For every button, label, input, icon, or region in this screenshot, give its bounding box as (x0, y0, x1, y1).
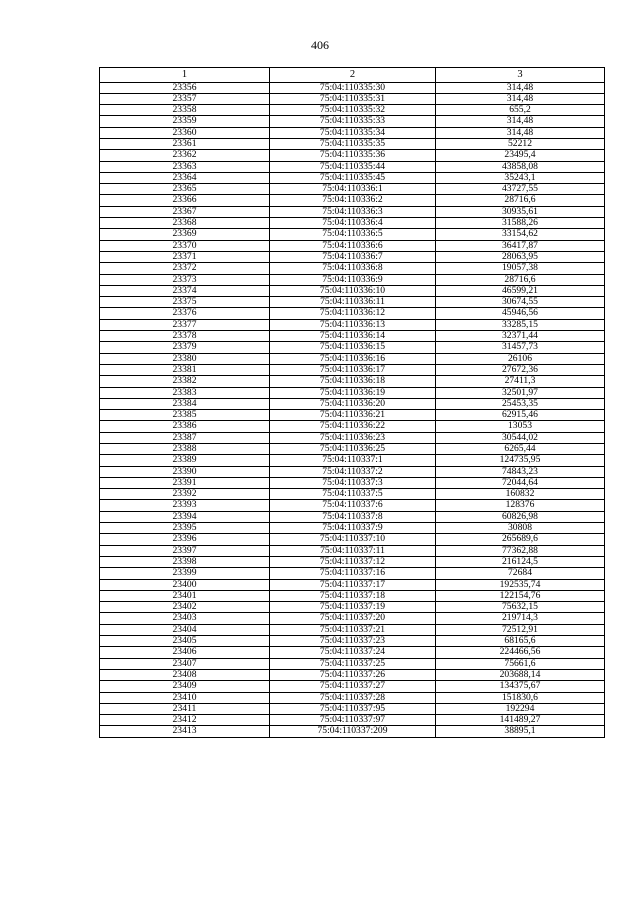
value-cell: 265689,6 (436, 534, 605, 545)
table-row (100, 500, 605, 511)
value-cell: 60826,98 (436, 511, 605, 522)
table-row (100, 251, 605, 262)
row-number-cell: 23379 (100, 342, 270, 353)
row-number-cell: 23384 (100, 398, 270, 409)
value-cell: 224466,56 (436, 647, 605, 658)
value-cell: 23495,4 (436, 150, 605, 161)
cadastral-number-cell: 75:04:110336:6 (270, 240, 436, 251)
row-number-cell: 23409 (100, 681, 270, 692)
cadastral-number-cell: 75:04:110336:9 (270, 274, 436, 285)
cadastral-number-cell: 75:04:110336:3 (270, 206, 436, 217)
cadastral-number-cell: 75:04:110337:8 (270, 511, 436, 522)
value-cell: 28063,95 (436, 251, 605, 262)
row-number-cell: 23412 (100, 715, 270, 726)
value-cell: 128376 (436, 500, 605, 511)
cadastral-number-cell: 75:04:110336:13 (270, 319, 436, 330)
value-cell: 33154,62 (436, 229, 605, 240)
page-number: 406 (311, 38, 329, 52)
row-number-cell: 23398 (100, 556, 270, 567)
cadastral-number-cell: 75:04:110336:12 (270, 308, 436, 319)
table-row (100, 489, 605, 500)
table-row (100, 398, 605, 409)
value-cell: 31588,26 (436, 218, 605, 229)
row-number-cell: 23408 (100, 669, 270, 680)
cadastral-number-cell: 75:04:110335:31 (270, 93, 436, 104)
row-number-cell: 23400 (100, 579, 270, 590)
table-row (100, 138, 605, 149)
row-number-cell: 23357 (100, 93, 270, 104)
row-number-cell: 23406 (100, 647, 270, 658)
table-row (100, 240, 605, 251)
cadastral-number-cell: 75:04:110336:2 (270, 195, 436, 206)
cadastral-number-cell: 75:04:110337:6 (270, 500, 436, 511)
value-cell: 27411,3 (436, 376, 605, 387)
value-cell: 216124,5 (436, 556, 605, 567)
table-row (100, 421, 605, 432)
cadastral-number-cell: 75:04:110337:18 (270, 590, 436, 601)
cadastral-number-cell: 75:04:110337:24 (270, 647, 436, 658)
row-number-cell: 23362 (100, 150, 270, 161)
value-cell: 314,48 (436, 82, 605, 93)
row-number-cell: 23385 (100, 410, 270, 421)
table-row (100, 715, 605, 726)
value-cell: 38895,1 (436, 726, 605, 737)
cadastral-number-cell: 75:04:110337:2 (270, 466, 436, 477)
table-row (100, 455, 605, 466)
table-row (100, 376, 605, 387)
value-cell: 203688,14 (436, 669, 605, 680)
cadastral-number-cell: 75:04:110337:95 (270, 703, 436, 714)
value-cell: 13053 (436, 421, 605, 432)
cadastral-number-cell: 75:04:110337:9 (270, 523, 436, 534)
cadastral-number-cell: 75:04:110337:209 (270, 726, 436, 737)
row-number-cell: 23389 (100, 455, 270, 466)
row-number-cell: 23369 (100, 229, 270, 240)
table-row (100, 477, 605, 488)
row-number-cell: 23363 (100, 161, 270, 172)
cadastral-number-cell: 75:04:110337:25 (270, 658, 436, 669)
row-number-cell: 23372 (100, 263, 270, 274)
row-number-cell: 23378 (100, 331, 270, 342)
table-row (100, 229, 605, 240)
cadastral-number-cell: 75:04:110336:20 (270, 398, 436, 409)
table-row (100, 636, 605, 647)
row-number-cell: 23394 (100, 511, 270, 522)
table-row (100, 364, 605, 375)
row-number-cell: 23368 (100, 218, 270, 229)
row-number-cell: 23413 (100, 726, 270, 737)
value-cell: 314,48 (436, 93, 605, 104)
row-number-cell: 23359 (100, 116, 270, 127)
table-row (100, 692, 605, 703)
value-cell: 30674,55 (436, 297, 605, 308)
value-cell: 68165,6 (436, 636, 605, 647)
value-cell: 72684 (436, 568, 605, 579)
table-row (100, 331, 605, 342)
row-number-cell: 23388 (100, 444, 270, 455)
value-cell: 26106 (436, 353, 605, 364)
row-number-cell: 23390 (100, 466, 270, 477)
value-cell: 141489,27 (436, 715, 605, 726)
cadastral-number-cell: 75:04:110336:14 (270, 331, 436, 342)
cadastral-number-cell: 75:04:110336:18 (270, 376, 436, 387)
value-cell: 28716,6 (436, 274, 605, 285)
table-row (100, 545, 605, 556)
column-header-1: 1 (100, 68, 270, 83)
row-number-cell: 23387 (100, 432, 270, 443)
column-header-2: 2 (270, 68, 436, 83)
value-cell: 25453,35 (436, 398, 605, 409)
row-number-cell: 23410 (100, 692, 270, 703)
table-row (100, 669, 605, 680)
table-row (100, 681, 605, 692)
value-cell: 28716,6 (436, 195, 605, 206)
cadastral-number-cell: 75:04:110335:30 (270, 82, 436, 93)
cadastral-number-cell: 75:04:110336:4 (270, 218, 436, 229)
value-cell: 32371,44 (436, 331, 605, 342)
row-number-cell: 23373 (100, 274, 270, 285)
row-number-cell: 23397 (100, 545, 270, 556)
table-row (100, 568, 605, 579)
cadastral-number-cell: 75:04:110337:10 (270, 534, 436, 545)
cadastral-number-cell: 75:04:110336:25 (270, 444, 436, 455)
value-cell: 27672,36 (436, 364, 605, 375)
row-number-cell: 23403 (100, 613, 270, 624)
row-number-cell: 23361 (100, 138, 270, 149)
table-row (100, 387, 605, 398)
table-row (100, 285, 605, 296)
table-row (100, 127, 605, 138)
cadastral-number-cell: 75:04:110336:5 (270, 229, 436, 240)
table-row (100, 263, 605, 274)
cadastral-number-cell: 75:04:110336:23 (270, 432, 436, 443)
row-number-cell: 23382 (100, 376, 270, 387)
cadastral-number-cell: 75:04:110336:7 (270, 251, 436, 262)
table-row (100, 218, 605, 229)
column-header-3: 3 (436, 68, 605, 83)
value-cell: 122154,76 (436, 590, 605, 601)
value-cell: 72044,64 (436, 477, 605, 488)
cadastral-number-cell: 75:04:110337:1 (270, 455, 436, 466)
value-cell: 19057,38 (436, 263, 605, 274)
value-cell: 314,48 (436, 116, 605, 127)
cadastral-number-cell: 75:04:110335:45 (270, 172, 436, 183)
row-number-cell: 23358 (100, 105, 270, 116)
cadastral-number-cell: 75:04:110337:5 (270, 489, 436, 500)
row-number-cell: 23370 (100, 240, 270, 251)
cadastral-number-cell: 75:04:110335:32 (270, 105, 436, 116)
cadastral-number-cell: 75:04:110335:34 (270, 127, 436, 138)
cadastral-number-cell: 75:04:110335:44 (270, 161, 436, 172)
cadastral-number-cell: 75:04:110336:10 (270, 285, 436, 296)
value-cell: 35243,1 (436, 172, 605, 183)
cadastral-number-cell: 75:04:110337:97 (270, 715, 436, 726)
cadastral-number-cell: 75:04:110335:36 (270, 150, 436, 161)
cadastral-number-cell: 75:04:110337:19 (270, 602, 436, 613)
value-cell: 192535,74 (436, 579, 605, 590)
row-number-cell: 23371 (100, 251, 270, 262)
value-cell: 160832 (436, 489, 605, 500)
table-row (100, 161, 605, 172)
row-number-cell: 23405 (100, 636, 270, 647)
value-cell: 72512,91 (436, 624, 605, 635)
cadastral-number-cell: 75:04:110336:1 (270, 184, 436, 195)
row-number-cell: 23404 (100, 624, 270, 635)
value-cell: 77362,88 (436, 545, 605, 556)
row-number-cell: 23386 (100, 421, 270, 432)
row-number-cell: 23364 (100, 172, 270, 183)
row-number-cell: 23377 (100, 319, 270, 330)
table-row (100, 703, 605, 714)
table-row (100, 556, 605, 567)
table-row (100, 105, 605, 116)
table-row (100, 274, 605, 285)
table-row (100, 444, 605, 455)
row-number-cell: 23356 (100, 82, 270, 93)
cadastral-number-cell: 75:04:110337:27 (270, 681, 436, 692)
cadastral-number-cell: 75:04:110337:23 (270, 636, 436, 647)
value-cell: 52212 (436, 138, 605, 149)
table-row (100, 172, 605, 183)
row-number-cell: 23395 (100, 523, 270, 534)
value-cell: 30808 (436, 523, 605, 534)
row-number-cell: 23365 (100, 184, 270, 195)
value-cell: 655,2 (436, 105, 605, 116)
value-cell: 75632,15 (436, 602, 605, 613)
table-row (100, 116, 605, 127)
row-number-cell: 23381 (100, 364, 270, 375)
value-cell: 30544,02 (436, 432, 605, 443)
table-row (100, 602, 605, 613)
table-row (100, 726, 605, 737)
table-row (100, 432, 605, 443)
cadastral-number-cell: 75:04:110337:17 (270, 579, 436, 590)
cadastral-number-cell: 75:04:110337:12 (270, 556, 436, 567)
table-row (100, 195, 605, 206)
row-number-cell: 23407 (100, 658, 270, 669)
value-cell: 30935,61 (436, 206, 605, 217)
value-cell: 43858,08 (436, 161, 605, 172)
table-row (100, 613, 605, 624)
cadastral-number-cell: 75:04:110336:21 (270, 410, 436, 421)
value-cell: 74843,23 (436, 466, 605, 477)
cadastral-number-cell: 75:04:110336:17 (270, 364, 436, 375)
row-number-cell: 23392 (100, 489, 270, 500)
cadastral-number-cell: 75:04:110336:8 (270, 263, 436, 274)
table-row (100, 82, 605, 93)
table-row (100, 308, 605, 319)
row-number-cell: 23393 (100, 500, 270, 511)
value-cell: 46599,21 (436, 285, 605, 296)
cadastral-number-cell: 75:04:110337:26 (270, 669, 436, 680)
value-cell: 314,48 (436, 127, 605, 138)
row-number-cell: 23360 (100, 127, 270, 138)
table-row (100, 523, 605, 534)
table-row (100, 466, 605, 477)
cadastral-number-cell: 75:04:110337:11 (270, 545, 436, 556)
row-number-cell: 23376 (100, 308, 270, 319)
cadastral-number-cell: 75:04:110337:21 (270, 624, 436, 635)
row-number-cell: 23367 (100, 206, 270, 217)
row-number-cell: 23399 (100, 568, 270, 579)
cadastral-number-cell: 75:04:110335:35 (270, 138, 436, 149)
value-cell: 62915,46 (436, 410, 605, 421)
table-row (100, 590, 605, 601)
value-cell: 192294 (436, 703, 605, 714)
table-row (100, 658, 605, 669)
value-cell: 33285,15 (436, 319, 605, 330)
row-number-cell: 23383 (100, 387, 270, 398)
row-number-cell: 23374 (100, 285, 270, 296)
value-cell: 31457,73 (436, 342, 605, 353)
cadastral-number-cell: 75:04:110335:33 (270, 116, 436, 127)
row-number-cell: 23402 (100, 602, 270, 613)
value-cell: 134375,67 (436, 681, 605, 692)
table-row (100, 410, 605, 421)
cadastral-number-cell: 75:04:110337:20 (270, 613, 436, 624)
value-cell: 151830,6 (436, 692, 605, 703)
cadastral-number-cell: 75:04:110336:11 (270, 297, 436, 308)
row-number-cell: 23375 (100, 297, 270, 308)
value-cell: 43727,55 (436, 184, 605, 195)
value-cell: 75661,6 (436, 658, 605, 669)
row-number-cell: 23401 (100, 590, 270, 601)
cadastral-number-cell: 75:04:110336:16 (270, 353, 436, 364)
table-row (100, 579, 605, 590)
value-cell: 32501,97 (436, 387, 605, 398)
table-row (100, 511, 605, 522)
table-row (100, 297, 605, 308)
table-header-row (100, 68, 605, 83)
table-row (100, 184, 605, 195)
table-row (100, 319, 605, 330)
cadastral-number-cell: 75:04:110336:15 (270, 342, 436, 353)
table-row (100, 93, 605, 104)
value-cell: 219714,3 (436, 613, 605, 624)
table-body (100, 82, 605, 737)
cadastral-number-cell: 75:04:110337:3 (270, 477, 436, 488)
cadastral-number-cell: 75:04:110337:28 (270, 692, 436, 703)
value-cell: 45946,56 (436, 308, 605, 319)
row-number-cell: 23391 (100, 477, 270, 488)
data-table (99, 67, 605, 738)
value-cell: 124735,95 (436, 455, 605, 466)
table-row (100, 624, 605, 635)
table-row (100, 647, 605, 658)
row-number-cell: 23380 (100, 353, 270, 364)
table-row (100, 342, 605, 353)
value-cell: 36417,87 (436, 240, 605, 251)
cadastral-number-cell: 75:04:110336:22 (270, 421, 436, 432)
cadastral-number-cell: 75:04:110336:19 (270, 387, 436, 398)
table-row (100, 150, 605, 161)
table-row (100, 206, 605, 217)
table-row (100, 353, 605, 364)
row-number-cell: 23411 (100, 703, 270, 714)
value-cell: 6265,44 (436, 444, 605, 455)
row-number-cell: 23396 (100, 534, 270, 545)
cadastral-number-cell: 75:04:110337:16 (270, 568, 436, 579)
table-row (100, 534, 605, 545)
row-number-cell: 23366 (100, 195, 270, 206)
